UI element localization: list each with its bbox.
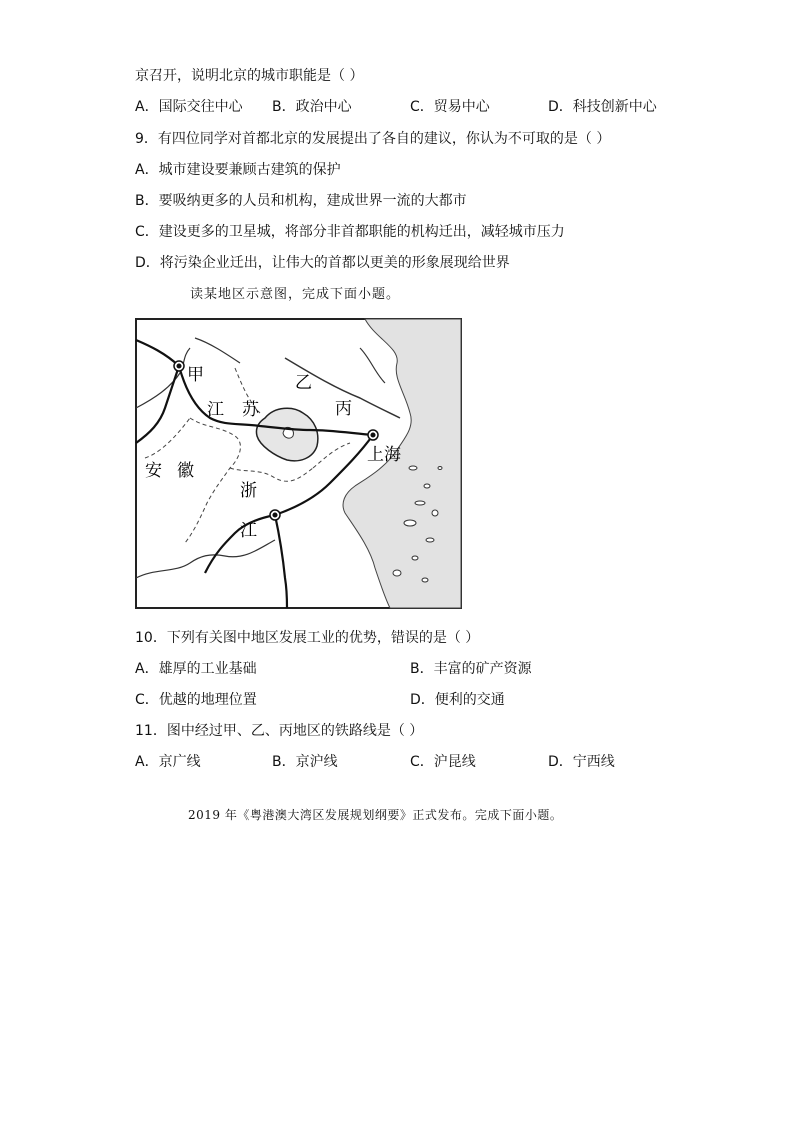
q8-option-d: D．科技创新中心 [548,99,657,115]
q11-option-c: C．沪昆线 [410,754,476,770]
q8-stem: 京召开，说明北京的城市职能是（ ） [135,68,364,84]
city-shanghai-marker [368,430,378,440]
q9-stem: 9．有四位同学对首都北京的发展提出了各自的建议，你认为不可取的是（ ） [135,131,611,147]
q10-option-c: C．优越的地理位置 [135,692,257,708]
label-jiang-2: 江 [240,521,257,541]
city-hangzhou-marker [270,510,280,520]
label-an: 安 [145,461,162,481]
region-map [135,318,462,609]
label-bing: 丙 [335,399,352,419]
q9-option-a: A．城市建设要兼顾古建筑的保护 [135,162,341,178]
bay-intro: 2019 年《粤港澳大湾区发展规划纲要》正式发布。完成下面小题。 [188,808,563,822]
label-yi: 乙 [295,373,312,393]
city-jia-marker [174,361,184,371]
q8-option-b: B．政治中心 [272,99,352,115]
q9-option-c: C．建设更多的卫星城，将部分非首都职能的机构迁出，减轻城市压力 [135,224,565,240]
q10-option-a: A．雄厚的工业基础 [135,661,257,677]
map-intro: 读某地区示意图，完成下面小题。 [190,287,401,302]
q8-option-c: C．贸易中心 [410,99,490,115]
q9-option-b: B．要吸纳更多的人员和机构，建成世界一流的大都市 [135,193,467,209]
label-hui: 徽 [177,461,194,481]
label-jiang-1: 江 [207,400,224,420]
label-shanghai: 上海 [367,445,401,465]
q11-option-a: A．京广线 [135,754,201,770]
label-zhe: 浙 [240,481,257,501]
q11-stem: 11．图中经过甲、乙、丙地区的铁路线是（ ） [135,723,424,739]
q11-option-d: D．宁西线 [548,754,615,770]
label-jia: 甲 [187,365,204,385]
q10-option-b: B．丰富的矿产资源 [410,661,532,677]
q9-option-d: D．将污染企业迁出，让伟大的首都以更美的形象展现给世界 [135,255,510,271]
q11-option-b: B．京沪线 [272,754,338,770]
label-su: 苏 [242,400,259,420]
q10-option-d: D．便利的交通 [410,692,505,708]
q8-option-a: A．国际交往中心 [135,99,243,115]
q10-stem: 10．下列有关图中地区发展工业的优势，错误的是（ ） [135,630,480,646]
